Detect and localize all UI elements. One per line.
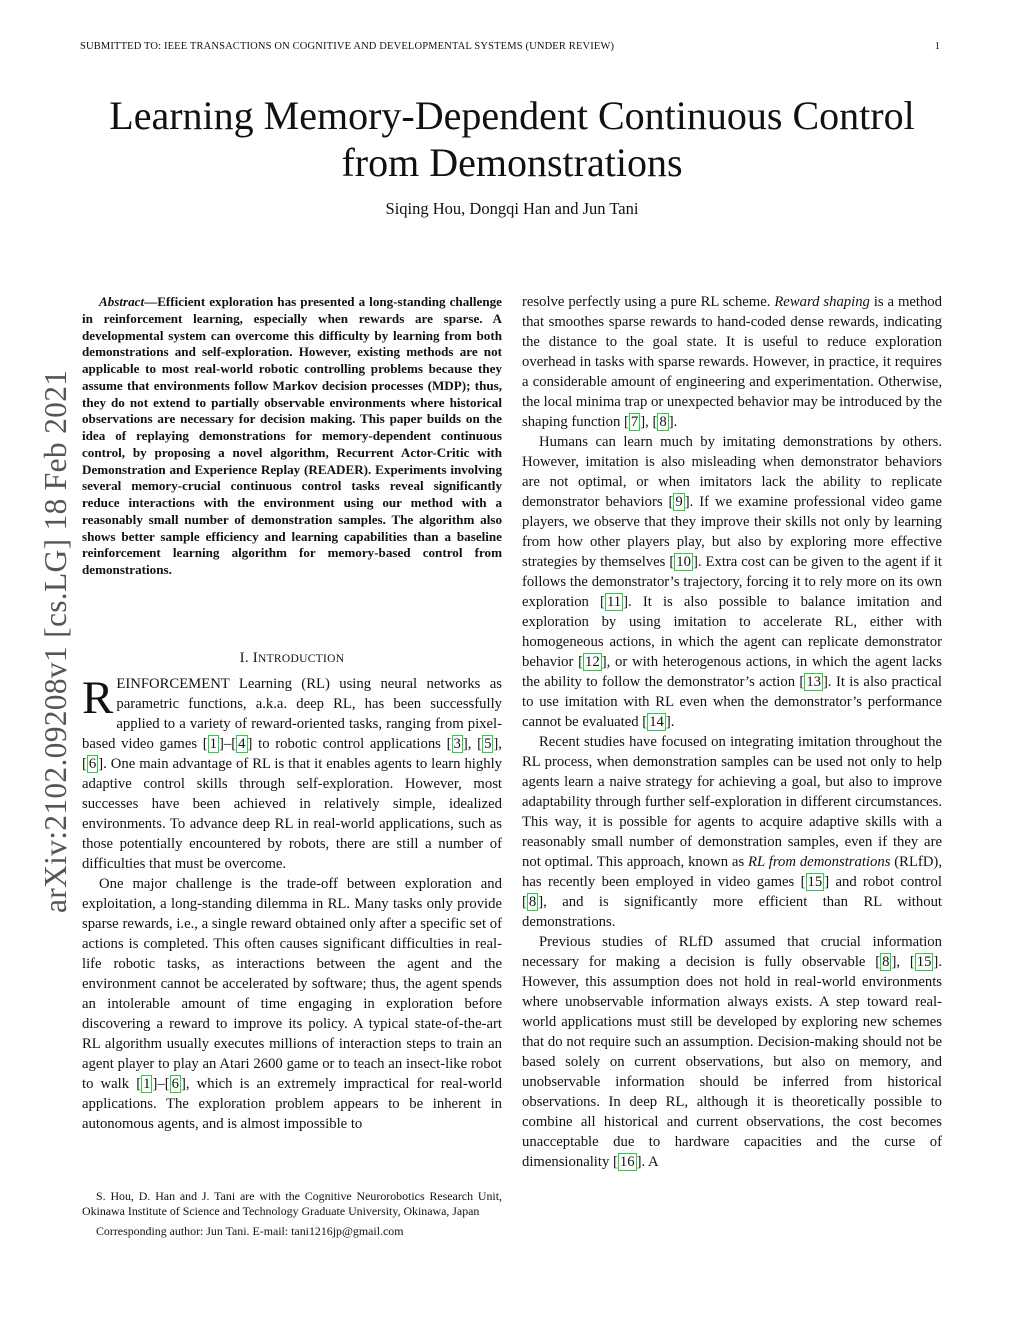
paper-title [60, 92, 964, 186]
right-paragraph-1: resolve perfectly using a pure RL scheme. Reward shaping is a method that smoothes sparse rewards to hand-coded dense rewards, indicating the distance to the goal state. It is useful to reduce exploration overhead in tasks with sparse rewards. However, in practice, it requires a considerable amount of engineering and experimentation. Otherwise, the local minima trap or unexpected behavior may be introduced by the shaping function [ 7 ], [ 8 ]. [522, 294, 942, 430]
citation-link[interactable]: 13 [806, 674, 822, 690]
drop-cap: R [82, 672, 114, 724]
right-column [522, 292, 942, 1172]
abstract-label: Abstract [99, 294, 145, 309]
section-title-rest: NTRODUCTION [258, 653, 345, 665]
citation-link[interactable]: 12 [585, 654, 600, 670]
section-number: I. [239, 650, 249, 666]
citation-link[interactable]: 8 [882, 954, 890, 970]
page-number: 1 [934, 41, 940, 52]
citation-link[interactable]: 1 [209, 736, 218, 752]
section-title-initial: I [252, 650, 258, 666]
citation-link[interactable]: 15 [807, 874, 823, 890]
citation-link[interactable]: 1 [143, 1076, 151, 1092]
right-paragraph-2: Humans can learn much by imitating demonstrations by others. However, imitation is also misleading when demonstrator behaviors are not optimal, or when imitators lack the ability to replicate demonstrator behaviors [ 9 ]. If we examine professional video game players, we observe that they improve their skills not only by learning from how other players play, but also by exploring more effective strategies by themselves [ 10 ]. Extra cost can be given to the agent if it follows the demonstrator’s trajectory, forcing it to rely more on its own exploration [ 11 ]. It is also possible to balance imitation and exploration by using imitation to accelerate RL, either with homogeneous actions, in which the agent can replicate demonstrator behavior [ 12 ], or with heterogenous actions, in which the agent lacks the ability to follow the demonstrator’s action [ 13 ]. It is also practical to use imitation with RL even when the demonstrator’s performance cannot be evaluated [ 14 ]. [522, 434, 942, 730]
arxiv-stamp: arXiv:2102.09208v1 [cs.LG] 18 Feb 2021 [38, 369, 73, 913]
abstract [82, 294, 502, 579]
citation-link[interactable]: 11 [606, 594, 622, 610]
footnotes [82, 1189, 502, 1239]
title-line-1: Learning Memory-Dependent Continuous Control [109, 93, 915, 138]
authors: Siqing Hou, Dongqi Han and Jun Tani [385, 199, 639, 218]
citation-link[interactable]: 4 [238, 736, 246, 752]
footnote-affiliation: S. Hou, D. Han and J. Tani are with the Cognitive Neurorobotics Research Unit, Okinawa Institute of Science and Technology Graduate University, Okinawa, Japan [82, 1189, 502, 1219]
citation-link[interactable]: 7 [630, 414, 639, 430]
citation-link[interactable]: 5 [484, 736, 492, 752]
citation-link[interactable]: 15 [916, 954, 932, 970]
intro-left-column [82, 674, 502, 1134]
footnote-corresponding: Corresponding author: Jun Tani. E-mail: tani1216jp@gmail.com [96, 1223, 404, 1238]
running-head-text: SUBMITTED TO: IEEE TRANSACTIONS ON COGNITIVE AND DEVELOPMENTAL SYSTEMS (UNDER REVIEW) [80, 41, 615, 52]
citation-link[interactable]: 16 [619, 1154, 635, 1170]
intro-paragraph-1: REINFORCEMENT Learning (RL) using neural networks as parametric functions, a.k.a. deep RL, has been successfully applied to a variety of reward-oriented tasks, ranging from pixel-based video games [ 1 ]–[ 4 ] to robotic control applications [ 3 ], [ 5 ], [ 6 ]. One main advantage of RL is that it enables agents to learn highly adaptive control skills through self-exploration. However, most successes have been achieved in relatively simple, idealized environments. To advance deep RL in real-world applications, such as those potentially encountered by robots, there are still a number of difficulties that must be overcome. [82, 672, 502, 872]
right-paragraph-4: Previous studies of RLfD assumed that crucial information necessary for making a decision is fully observable [ 8 ], [ 15 ]. However, this assumption does not hold in real-world environments where unobservable information always exists. A step toward real-world applications must still be developed by exploring new schemes that do not require such an assumption. Decision-making should not be based solely on current observations, but also on memory, and unobservable information should be inferred from historical observations. In deep RL, although it is theoretically possible to combine all historical and current observations, the cost becomes unacceptable due to hardware capacities and the curse of dimensionality [ 16 ]. A [522, 934, 942, 1170]
citation-link[interactable]: 3 [453, 736, 461, 752]
citation-link[interactable]: 6 [171, 1076, 179, 1092]
citation-link[interactable]: 6 [88, 756, 97, 772]
intro-paragraph-2: One major challenge is the trade-off between exploration and exploitation, a long-standing dilemma in RL. Many tasks only provide sparse rewards, i.e., a single reward obtained only after a specific set of actions is completed. This often causes significant difficulties in real-life robotic tasks, as interactions between the agent and the environment cannot be accelerated by software; thus, the agent spends an intolerable amount of time engaging in exploration before discovering a reward to improve its policy. A typical state-of-the-art RL algorithm usually executes millions of interaction steps to train an agent player to play an Atari 2600 game or to teach an insect-like robot to walk [ 1 ]–[ 6 ], which is an extremely impractical for real-world applications. The exploration problem appears to be inherent in autonomous agents, and is almost impossible to [82, 876, 502, 1132]
abstract-text: —Efficient exploration has presented a long-standing challenge in reinforcement learning, especially when rewards are sparse. A developmental system can overcome this difficulty by learning from both demonstrations and self-exploration. However, existing methods are not applicable to most real-world robotic controlling problems because they assume that environments follow Markov decision processes (MDP); thus, they do not extend to partially observable environments where historical observations are necessary for decision making. This paper builds on the idea of replaying demonstrations for memory-dependent continuous control, by proposing a novel algorithm, Recurrent Actor-Critic with Demonstration and Experience Replay (READER). Experiments involving several memory-crucial continuous control tasks reveal significantly reduce interactions with the environment using our method with a reasonably small number of demonstration samples. The algorithm also shows better sample efficiency and learning capabilities than a baseline reinforcement learning algorithm for memory-based control from demonstrations. [82, 294, 502, 577]
citation-link[interactable]: 9 [675, 494, 683, 510]
title-line-2: from Demonstrations [341, 140, 683, 185]
citation-link[interactable]: 8 [528, 894, 537, 910]
section-heading [82, 648, 502, 669]
right-paragraph-3: Recent studies have focused on integrating imitation throughout the RL process, when demonstration samples can be used not only to help agents learn a naive strategy for achieving a goal, but also to improve adaptability through further self-exploration in different circumstances. This way, it is possible for agents to acquire adaptive skills with a reasonably small number of demonstration samples, even if they are not optimal. This approach, known as RL from demonstrations (RLfD), has recently been employed in video games [ 15 ] and robot control [ 8 ], and is significantly more efficient than RL without demonstrations. [522, 734, 942, 930]
citation-link[interactable]: 10 [676, 554, 691, 570]
citation-link[interactable]: 8 [659, 414, 667, 430]
citation-link[interactable]: 14 [649, 714, 664, 730]
